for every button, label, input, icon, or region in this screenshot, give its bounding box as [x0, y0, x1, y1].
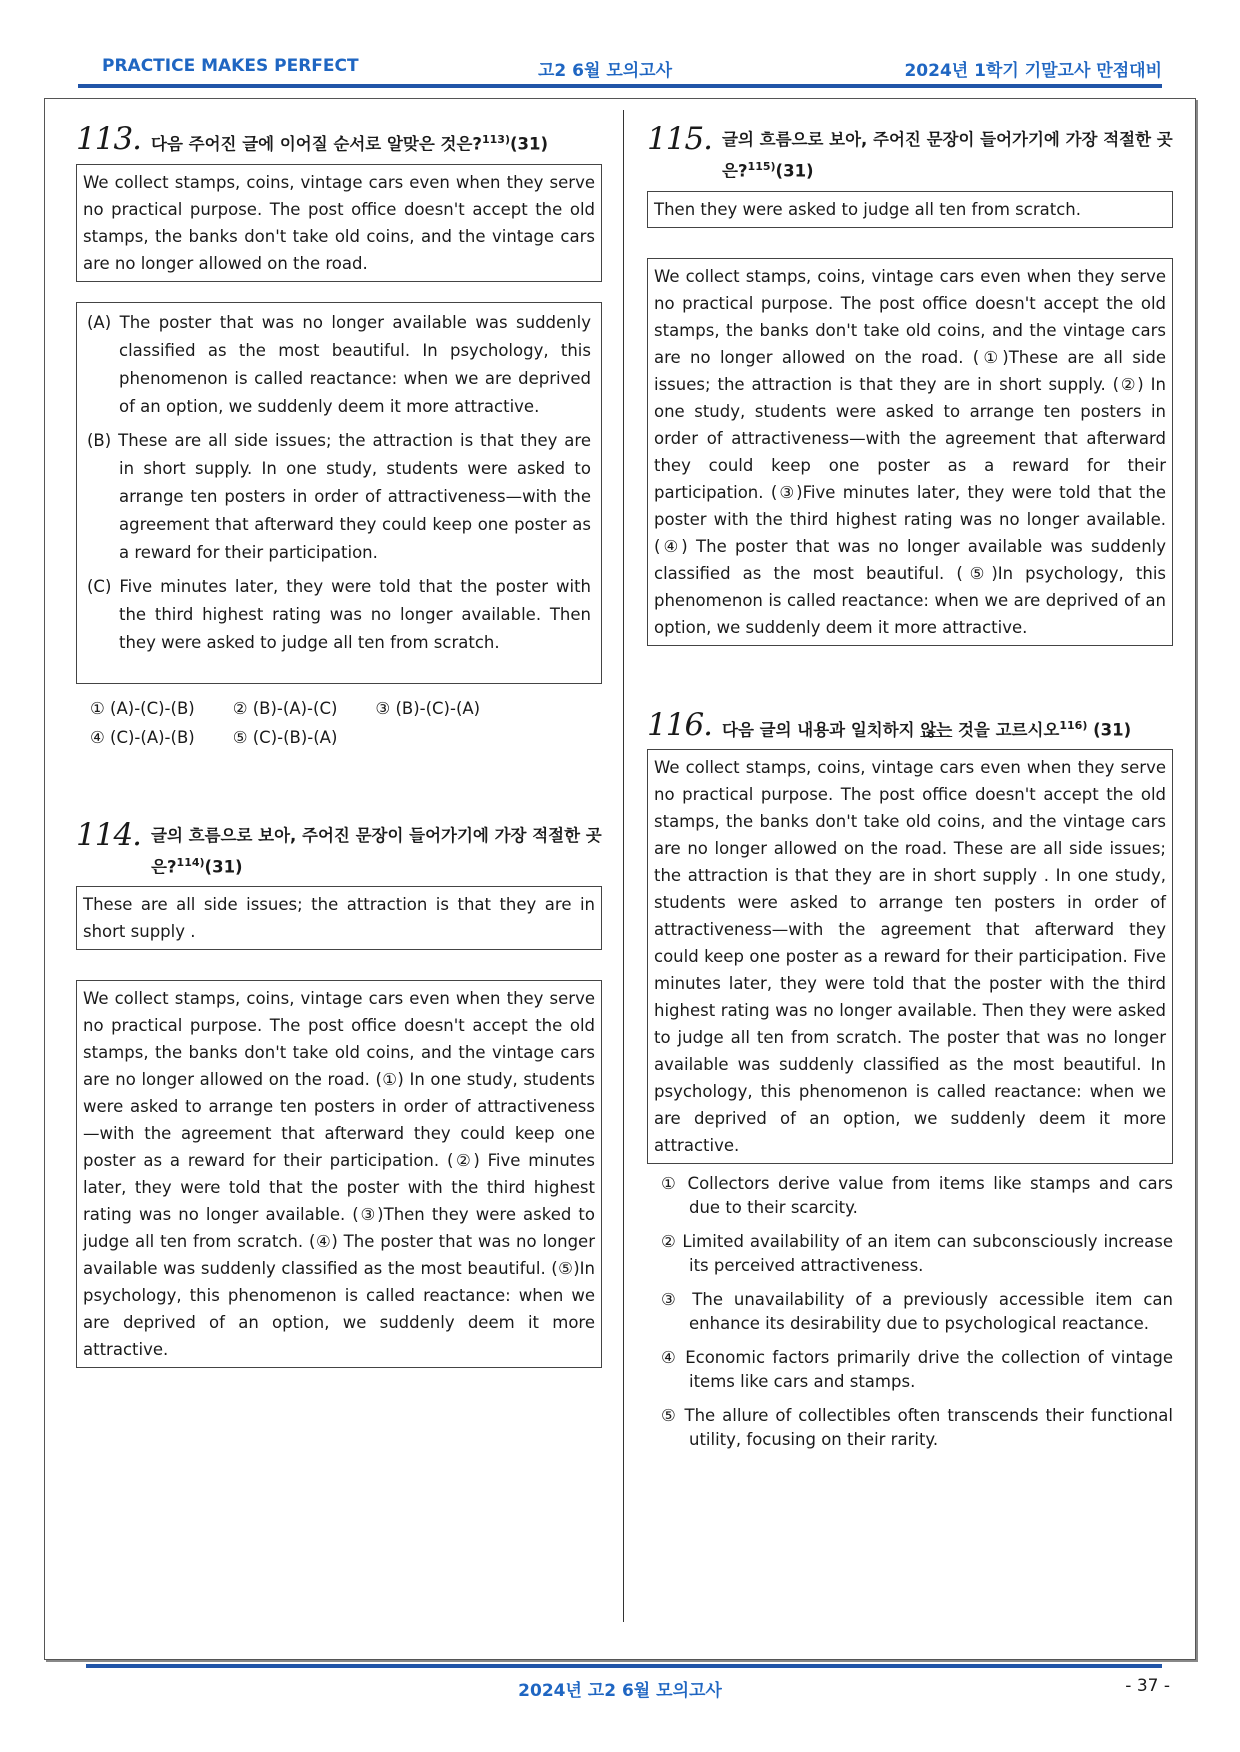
question-number: 116.	[647, 706, 713, 743]
prompt-text: 다음 주어진 글에 이어질 순서로 알맞은 것은?	[151, 134, 482, 154]
option-1[interactable]: ① (A)-(C)-(B)	[90, 698, 195, 718]
header-center: 고2 6월 모의고사	[538, 61, 673, 81]
given-sentence-box: These are all side issues; the attraction is that they are in short supply .	[76, 886, 602, 950]
passage-box: We collect stamps, coins, vintage cars even when they serve no practical purpose. The post office doesn't accept the old stamps, the banks don't take old coins, and the vintage cars are no longer allowed on the road. These are all side issues; the attraction is that they are in short supply . In one study, students were asked to arrange ten posters in order of attractiveness—with the agreement that afterward they could keep one poster as a reward for their participation. Five minutes later, they were told that the poster with the third highest rating was no longer available. Then they were asked to judge all ten from scratch. The poster that was no longer available was suddenly classified as the most beautiful. In psychology, this phenomenon is called reactance: when we are deprived of an option, we suddenly deem it more attractive.	[647, 749, 1173, 1164]
footer-title: 2024년 고2 6월 모의고사	[518, 1681, 722, 1701]
paragraph-a: (A) The poster that was no longer available was suddenly classified as the most beautiful. In psychology, this phenomenon is called reactance: when we are deprived of an option, we suddenly deem it more attractive.	[87, 312, 591, 416]
prompt-text-end: 것을 고르시오	[952, 720, 1060, 739]
footnote-mark: 115)	[747, 160, 776, 173]
paragraph-b: (B) These are all side issues; the attraction is that they are in short supply. In one study, students were asked to arrange ten posters in order of attractiveness—with the agreement that afterward they could keep one poster as a reward for their participation.	[87, 430, 591, 562]
question-number: 114.	[76, 816, 142, 853]
question-prompt	[151, 818, 602, 881]
prompt-text: 다음 글의 내용과 일치하지	[722, 720, 921, 739]
option-4[interactable]: ④ (C)-(A)-(B)	[90, 727, 195, 747]
right-column	[647, 122, 1173, 1462]
question-115	[647, 122, 1173, 646]
option-3[interactable]: ③ (B)-(C)-(A)	[375, 698, 481, 718]
header-rule	[78, 84, 1162, 88]
column-divider	[623, 110, 624, 1622]
footnote-mark: 113)	[481, 133, 510, 146]
header-right: 2024년 1학기 기말고사 만점대비	[904, 61, 1162, 81]
given-passage-box: We collect stamps, coins, vintage cars even when they serve no practical purpose. The post office doesn't accept the old stamps, the banks don't take old coins, and the vintage cars are no longer allowed on the road.	[76, 164, 602, 282]
choice-5[interactable]: ⑤ The allure of collectibles often transcends their functional utility, focusing on their rarity.	[661, 1406, 1173, 1449]
passage-box: We collect stamps, coins, vintage cars even when they serve no practical purpose. The post office doesn't accept the old stamps, the banks don't take old coins, and the vintage cars are no longer allowed on the road. (①) In one study, students were asked to arrange ten posters in order of attractiveness—with the agreement that afterward they could keep one poster as a reward for their participation. (②) Five minutes later, they were told that the poster with the third highest rating was no longer available. (③)Then they were asked to judge all ten from scratch. (④) The poster that was no longer available was suddenly classified as the most beautiful. (⑤)In psychology, this phenomenon is called reactance: when we are deprived of an option, we suddenly deem it more attractive.	[76, 980, 602, 1368]
given-sentence-box: Then they were asked to judge all ten from scratch.	[647, 191, 1173, 228]
question-prompt	[722, 122, 1173, 185]
footnote-mark: 116)	[1059, 718, 1088, 732]
question-113	[76, 122, 602, 752]
paragraph-c: (C) Five minutes later, they were told that the poster with the third highest rating was no longer available. Then they were asked to judge all ten from scratch.	[87, 576, 591, 652]
left-column	[76, 122, 602, 1368]
page-header	[78, 52, 1162, 86]
choice-3[interactable]: ③ The unavailability of a previously accessible item can enhance its desirability due to psychological reactance.	[661, 1290, 1173, 1333]
question-prompt	[151, 122, 548, 158]
sequence-box	[76, 302, 602, 684]
footnote-mark: 114)	[176, 855, 205, 869]
question-tag: (31)	[1093, 720, 1132, 739]
prompt-underlined: 않는	[920, 720, 953, 739]
question-prompt	[722, 708, 1131, 744]
choice-4[interactable]: ④ Economic factors primarily drive the collection of vintage items like cars and stamps.	[661, 1348, 1173, 1391]
answer-options	[76, 694, 602, 752]
prompt-text: 글의 흐름으로 보아, 주어진 문장이 들어가기에 가장 적절한 곳은?	[151, 825, 602, 876]
passage-box: We collect stamps, coins, vintage cars even when they serve no practical purpose. The post office doesn't accept the old stamps, the banks don't take old coins, and the vintage cars are no longer allowed on the road. (①)These are all side issues; the attraction is that they are in short supply. (②) In one study, students were asked to arrange ten posters in order of attractiveness—with the agreement that afterward they could keep one poster as a reward for their participation. (③)Five minutes later, they were told that the poster with the third highest rating was no longer available. (④) The poster that was no longer available was suddenly classified as the most beautiful. (⑤)In psychology, this phenomenon is called reactance: when we are deprived of an option, we suddenly deem it more attractive.	[647, 258, 1173, 646]
choice-1[interactable]: ① Collectors derive value from items like stamps and cars due to their scarcity.	[661, 1174, 1173, 1217]
question-number: 115.	[647, 121, 713, 157]
prompt-text: 글의 흐름으로 보아, 주어진 문장이 들어가기에 가장 적절한 곳은?	[722, 130, 1173, 181]
answer-choices	[647, 1172, 1173, 1452]
option-2[interactable]: ② (B)-(A)-(C)	[232, 698, 338, 718]
question-116	[647, 708, 1173, 1453]
header-left: PRACTICE MAKES PERFECT	[102, 56, 359, 76]
option-5[interactable]: ⑤ (C)-(B)-(A)	[232, 727, 338, 747]
footer-rule	[86, 1664, 1162, 1668]
question-tag: (31)	[509, 134, 549, 154]
page-number: - 37 -	[1125, 1676, 1170, 1696]
question-114	[76, 818, 602, 1369]
question-number: 113.	[76, 121, 142, 157]
question-tag: (31)	[204, 857, 243, 876]
choice-2[interactable]: ② Limited availability of an item can subconsciously increase its perceived attractiveness.	[661, 1232, 1173, 1275]
question-tag: (31)	[775, 161, 814, 181]
